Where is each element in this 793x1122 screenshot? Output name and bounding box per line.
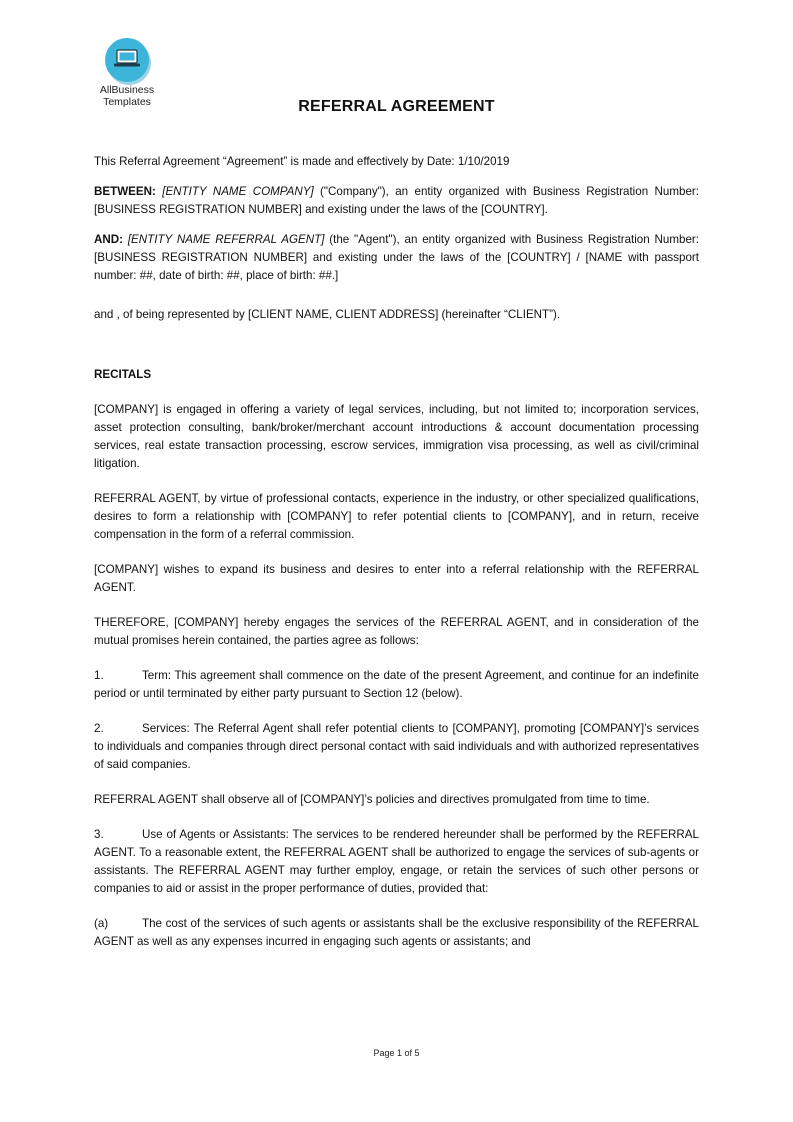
clause-3 [94, 826, 699, 898]
and-label: AND: [94, 233, 123, 246]
between-paragraph [94, 183, 699, 219]
and-paragraph [94, 231, 699, 285]
clause-3a-text: The cost of the services of such agents or assistants shall be the exclusive responsibility of the REFERRAL AGENT as well as any expenses incurred in engaging such agents or assistants; and [94, 917, 699, 948]
and-entity: [ENTITY NAME REFERRAL AGENT] [127, 233, 325, 246]
between-entity: [ENTITY NAME COMPANY] [162, 185, 314, 198]
clause-2-number: 2. [94, 722, 104, 735]
client-paragraph: and , of being represented by [CLIENT NAME, CLIENT ADDRESS] (hereinafter “CLIENT”). [94, 308, 561, 321]
recital-1: [COMPANY] is engaged in offering a variety of legal services, including, but not limited to; incorporation services, asset protection consulting, bank/broker/merchant account introductions & account documentation processing services, real estate transaction processing, escrow services, immigration visa processing, as well as civil/criminal litigation. [94, 403, 699, 470]
clause-2-continued: REFERRAL AGENT shall observe all of [COMPANY]’s policies and directives promulgated from time to time. [94, 793, 650, 806]
recitals-heading: RECITALS [94, 368, 152, 381]
laptop-icon [105, 38, 149, 82]
clause-2 [94, 720, 699, 774]
clause-3a [94, 915, 699, 951]
clause-2-text: Services: The Referral Agent shall refer potential clients to [COMPANY], promoting [COMPANY]’s services to individuals and companies through direct personal contact with said individuals and with authorized representatives of said companies. [94, 722, 699, 771]
and-text: (the "Agent"), an entity organized with Business Registration Number: [BUSINESS REGISTRATION NUMBER] and existing under the laws of the [COUNTRY] / [NAME with passport number: ##, date of birth: ##, place of birth: ##.] [94, 233, 699, 282]
logo-line-1: AllBusiness [99, 84, 155, 96]
clause-3-text: Use of Agents or Assistants: The services to be rendered hereunder shall be performed by the REFERRAL AGENT. To a reasonable extent, the REFERRAL AGENT shall be authorized to engage the services of sub-agents or assistants. The REFERRAL AGENT may further employ, engage, or retain the services of such other persons or companies to aid or assist in the proper performance of duties, provided that: [94, 828, 699, 895]
page-footer: Page 1 of 5 [373, 1048, 420, 1058]
between-label: BETWEEN: [94, 185, 156, 198]
document-body [94, 153, 699, 951]
recital-2: REFERRAL AGENT, by virtue of professional contacts, experience in the industry, or other specialized qualifications, desires to form a relationship with [COMPANY] to refer potential clients to [COMPANY], and in return, receive compensation in the form of a referral commission. [94, 492, 699, 541]
clause-1 [94, 667, 699, 703]
between-text: ("Company"), an entity organized with Business Registration Number: [BUSINESS REGISTRATION NUMBER] and existing under the laws of the [COUNTRY]. [94, 185, 699, 216]
document-title: REFERRAL AGREEMENT [298, 98, 495, 115]
clause-3a-number: (a) [94, 917, 109, 930]
recital-3: [COMPANY] wishes to expand its business and desires to enter into a referral relationship with the REFERRAL AGENT. [94, 563, 699, 594]
intro-paragraph: This Referral Agreement “Agreement” is made and effectively by Date: 1/10/2019 [94, 155, 510, 168]
clause-1-text: Term: This agreement shall commence on the date of the present Agreement, and continue for an indefinite period or until terminated by either party pursuant to Section 12 (below). [94, 669, 699, 700]
therefore-paragraph: THEREFORE, [COMPANY] hereby engages the services of the REFERRAL AGENT, and in consideration of the mutual promises herein contained, the parties agree as follows: [94, 616, 699, 647]
clause-1-number: 1. [94, 669, 104, 682]
clause-3-number: 3. [94, 828, 104, 841]
logo-line-2: Templates [103, 96, 151, 108]
